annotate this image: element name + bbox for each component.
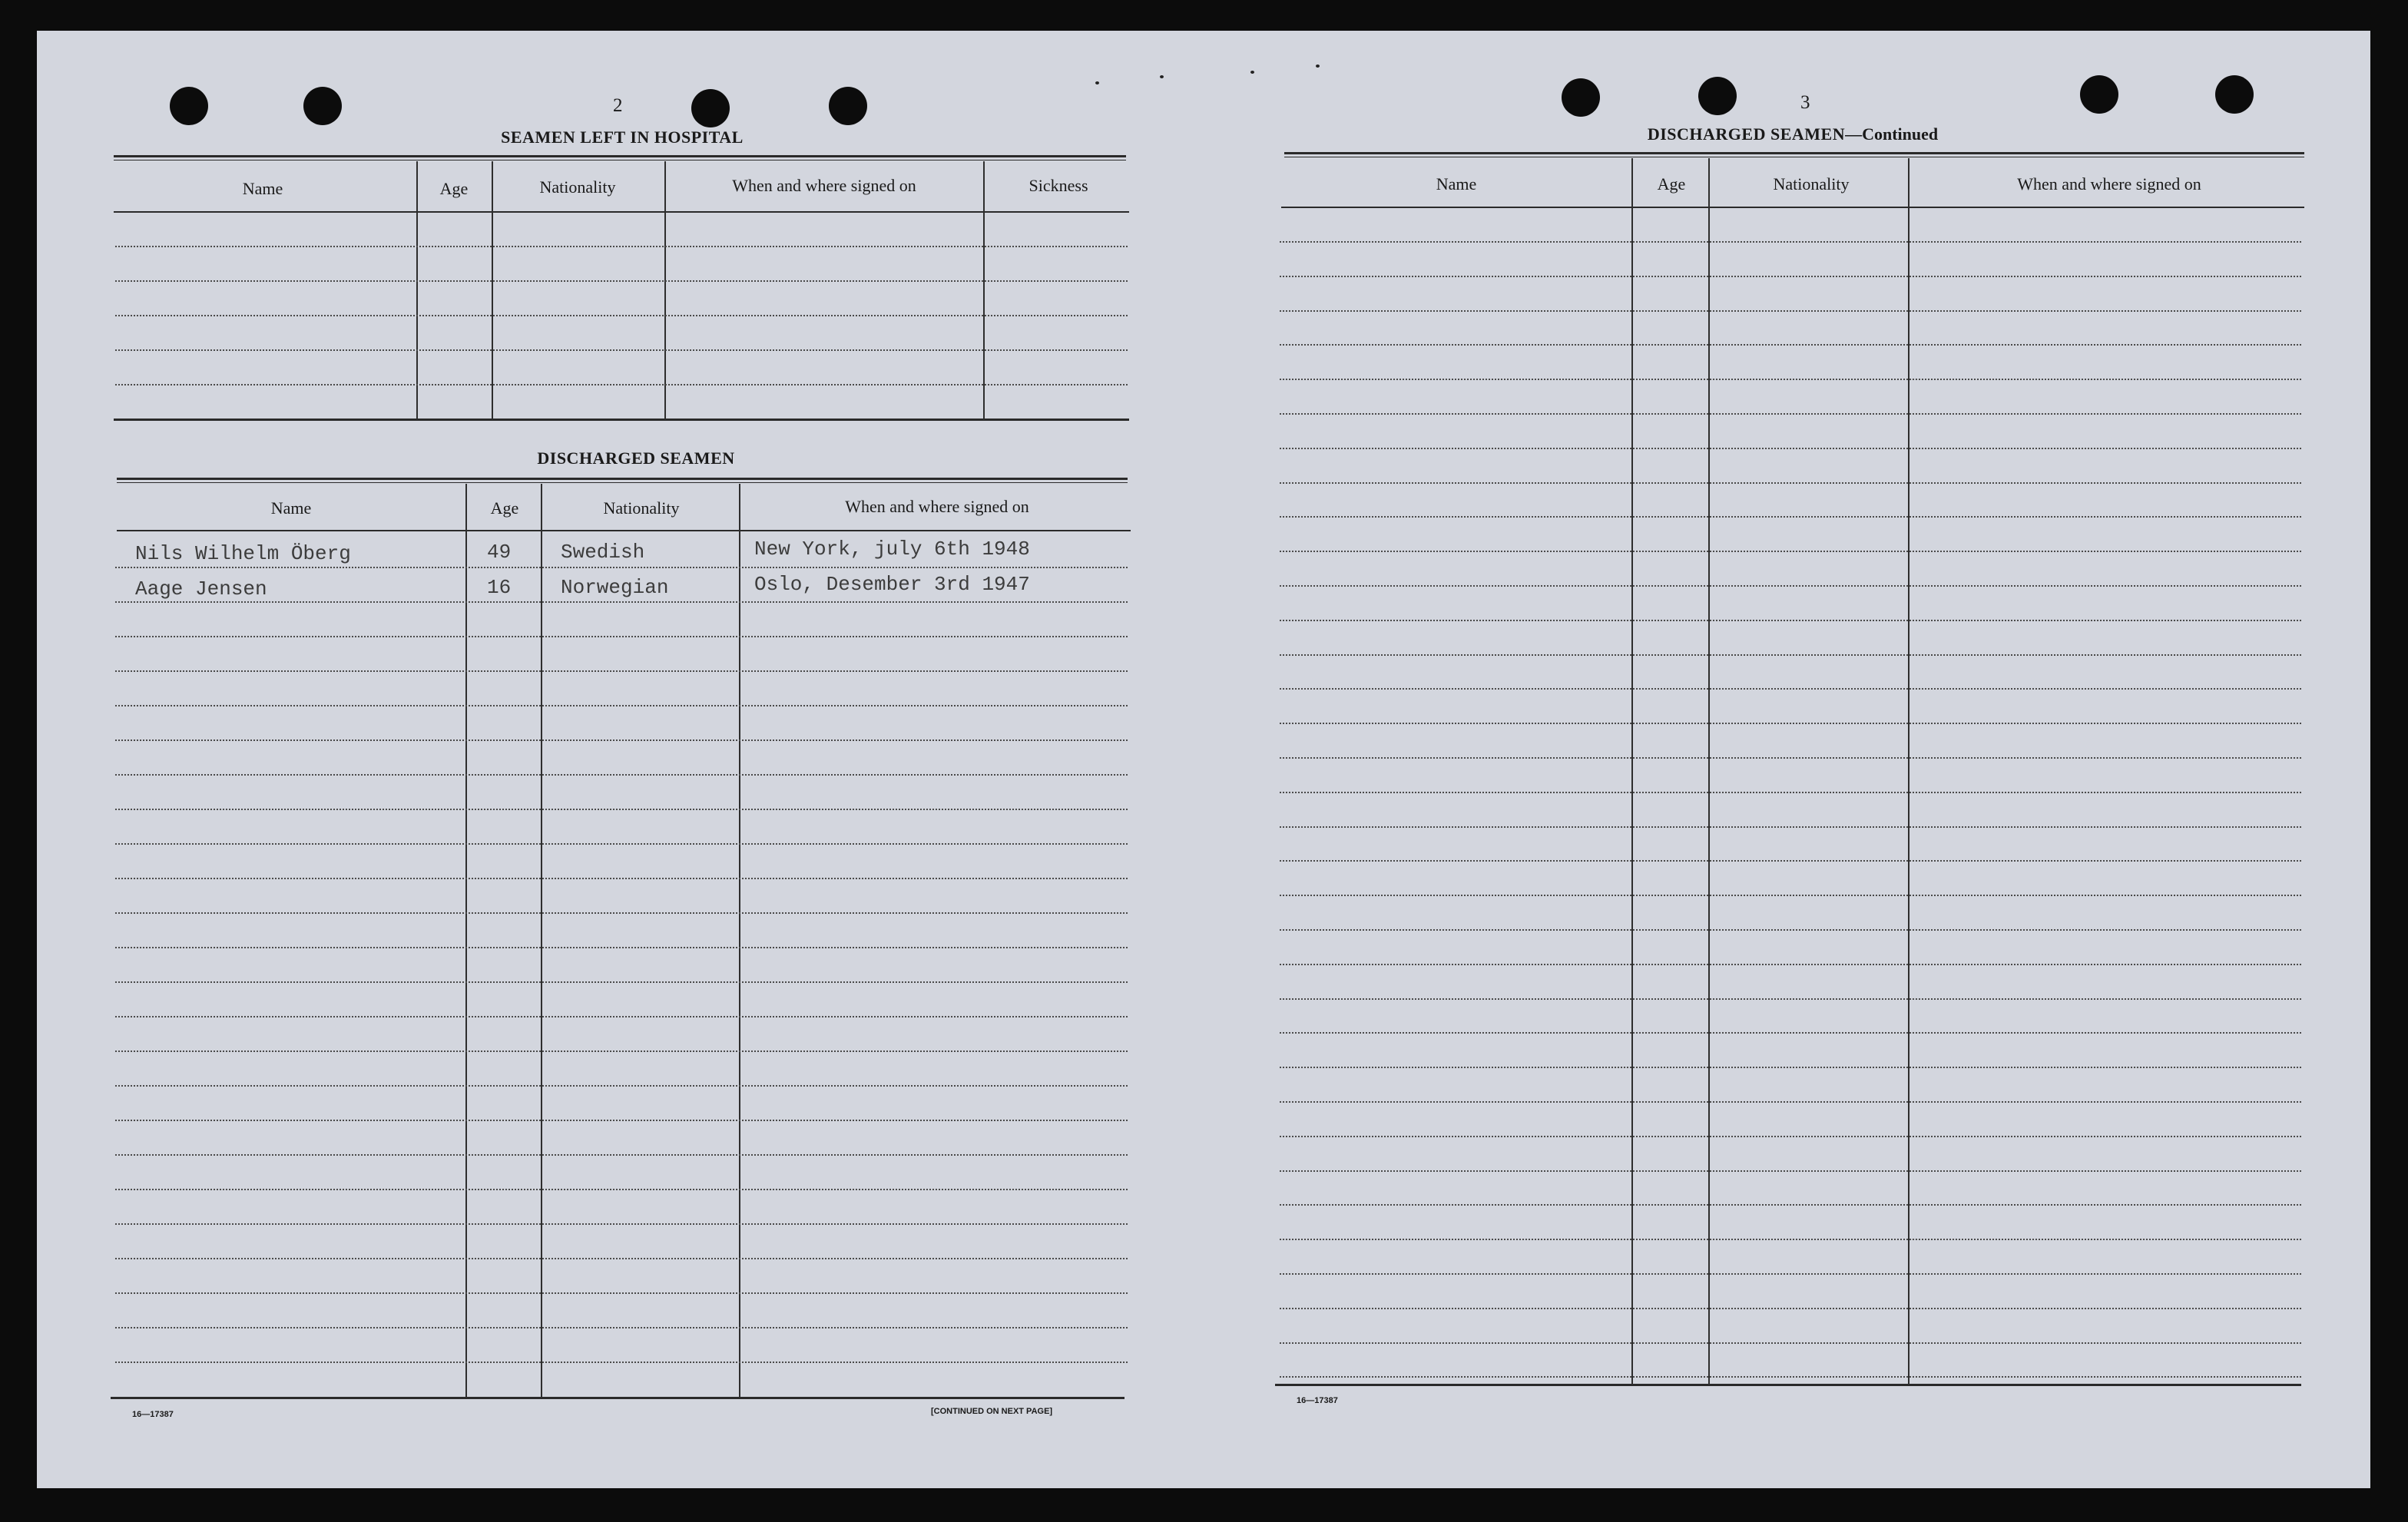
continued-col-nationality: Nationality: [1773, 174, 1850, 194]
punch-hole: [829, 87, 867, 125]
ruled-line: [115, 947, 1128, 948]
hospital-section-title: SEAMEN LEFT IN HOSPITAL: [501, 127, 744, 147]
seaman-2-nationality: Norwegian: [561, 576, 669, 599]
ruled-line: [1280, 1273, 2301, 1275]
ruled-line: [1280, 344, 2301, 346]
discharged-col-divider: [541, 484, 542, 1398]
hospital-col-divider: [983, 161, 985, 419]
ruled-line: [115, 1362, 1128, 1363]
form-number-left: 16—17387: [132, 1410, 174, 1419]
ruled-line: [1280, 929, 2301, 931]
continued-bottom-rule: [1275, 1384, 2301, 1386]
discharged-col-divider: [465, 484, 467, 1398]
speck: [1095, 81, 1099, 84]
ruled-line: [115, 774, 1128, 776]
continued-col-divider: [1708, 158, 1710, 1385]
ruled-line: [115, 1154, 1128, 1156]
ruled-line: [1280, 1239, 2301, 1240]
ruled-line: [115, 1120, 1128, 1121]
ruled-line: [115, 384, 1128, 385]
discharged-bottom-rule: [111, 1397, 1125, 1399]
seaman-1-signed-on: New York, july 6th 1948: [754, 538, 1030, 561]
ruled-line: [115, 280, 1128, 282]
seaman-2-name: Aage Jensen: [135, 577, 267, 601]
ruled-line: [1280, 448, 2301, 449]
ruled-line: [1280, 379, 2301, 380]
hospital-col-signed-on: When and where signed on: [732, 176, 916, 195]
speck: [1160, 75, 1164, 78]
punch-hole: [303, 87, 342, 125]
ruled-line: [1280, 276, 2301, 277]
punch-hole: [1562, 78, 1600, 117]
ruled-line: [115, 1016, 1128, 1017]
ruled-line: [1280, 654, 2301, 656]
ruled-line: [1280, 1342, 2301, 1344]
ruled-line: [115, 601, 1128, 603]
discharged-section-title: DISCHARGED SEAMEN: [537, 448, 735, 468]
ruled-line: [115, 912, 1128, 914]
continued-header-rule: [1281, 207, 2304, 208]
hospital-col-sickness: Sickness: [1028, 176, 1088, 195]
punch-hole: [2080, 75, 2118, 114]
ruled-line: [1280, 860, 2301, 862]
seaman-1-name: Nils Wilhelm Öberg: [135, 542, 351, 565]
discharged-col-divider: [739, 484, 740, 1398]
continued-col-age: Age: [1657, 174, 1686, 194]
ruled-line: [115, 843, 1128, 845]
discharged-continued-title-main: DISCHARGED SEAMEN: [1647, 124, 1846, 144]
hospital-col-name: Name: [242, 179, 283, 198]
ruled-line: [1280, 792, 2301, 793]
ruled-line: [1280, 723, 2301, 724]
ruled-line: [1280, 551, 2301, 552]
speck: [1250, 71, 1254, 74]
ruled-line: [1280, 1136, 2301, 1137]
continued-col-signed-on: When and where signed on: [2017, 174, 2201, 194]
ruled-line: [1280, 241, 2301, 243]
ruled-line: [1280, 585, 2301, 587]
ruled-line: [1280, 895, 2301, 896]
ruled-line: [115, 246, 1128, 247]
continued-note: [CONTINUED ON NEXT PAGE]: [931, 1407, 1053, 1416]
ruled-line: [1280, 1067, 2301, 1068]
ruled-line: [1280, 1376, 2301, 1378]
ruled-line: [115, 1189, 1128, 1190]
discharged-top-rule-thin: [117, 482, 1128, 483]
document-sheet: [37, 31, 2370, 1488]
ruled-line: [115, 1292, 1128, 1294]
page-number-right: 3: [1800, 92, 1810, 113]
punch-hole: [2215, 75, 2254, 114]
ruled-line: [1280, 688, 2301, 690]
ruled-line: [115, 567, 1128, 568]
ruled-line: [1280, 1308, 2301, 1309]
ruled-line: [1280, 1032, 2301, 1034]
ruled-line: [1280, 998, 2301, 1000]
ruled-line: [115, 981, 1128, 983]
discharged-continued-title: [1648, 124, 1938, 144]
ruled-line: [115, 1085, 1128, 1087]
discharged-col-nationality: Nationality: [603, 498, 680, 518]
ruled-line: [1280, 1101, 2301, 1103]
hospital-col-divider: [492, 161, 493, 419]
ruled-line: [115, 636, 1128, 637]
punch-hole: [691, 89, 730, 127]
continued-col-divider: [1908, 158, 1910, 1385]
ruled-line: [1280, 964, 2301, 965]
hospital-col-age: Age: [439, 179, 469, 198]
punch-hole: [1698, 77, 1737, 115]
seaman-1-nationality: Swedish: [561, 541, 645, 564]
ruled-line: [115, 739, 1128, 741]
ruled-line: [1280, 310, 2301, 312]
ruled-line: [115, 1051, 1128, 1052]
page-number-left: 2: [613, 95, 623, 116]
seaman-1-age: 49: [487, 541, 512, 564]
hospital-col-divider: [664, 161, 666, 419]
continued-col-divider: [1631, 158, 1633, 1385]
hospital-top-rule: [114, 155, 1126, 157]
hospital-col-divider: [416, 161, 418, 419]
form-number-right: 16—17387: [1297, 1396, 1338, 1405]
ruled-line: [115, 1223, 1128, 1225]
ruled-line: [1280, 1170, 2301, 1172]
discharged-col-age: Age: [490, 498, 519, 518]
continued-col-name: Name: [1436, 174, 1477, 194]
ruled-line: [115, 349, 1128, 351]
discharged-col-signed-on: When and where signed on: [845, 497, 1029, 516]
ruled-line: [115, 809, 1128, 810]
ruled-line: [115, 670, 1128, 672]
ruled-line: [1280, 516, 2301, 518]
ruled-line: [1280, 413, 2301, 415]
speck: [1316, 65, 1320, 68]
hospital-bottom-rule: [114, 419, 1129, 421]
seaman-2-age: 16: [487, 576, 512, 599]
ruled-line: [115, 1258, 1128, 1259]
ruled-line: [115, 1327, 1128, 1328]
ruled-line: [1280, 757, 2301, 759]
ruled-line: [1280, 482, 2301, 484]
discharged-continued-title-suffix: —Continued: [1845, 124, 1939, 144]
ruled-line: [115, 878, 1128, 879]
ruled-line: [115, 315, 1128, 316]
hospital-header-rule: [114, 211, 1129, 213]
ruled-line: [1280, 620, 2301, 621]
ruled-line: [115, 705, 1128, 706]
ruled-line: [1280, 1204, 2301, 1206]
discharged-col-name: Name: [270, 498, 312, 518]
hospital-col-nationality: Nationality: [539, 177, 616, 197]
seaman-2-signed-on: Oslo, Desember 3rd 1947: [754, 573, 1030, 596]
discharged-top-rule: [117, 478, 1128, 480]
discharged-header-rule: [117, 530, 1131, 531]
ruled-line: [1280, 826, 2301, 828]
punch-hole: [170, 87, 208, 125]
continued-top-rule: [1284, 152, 2304, 154]
